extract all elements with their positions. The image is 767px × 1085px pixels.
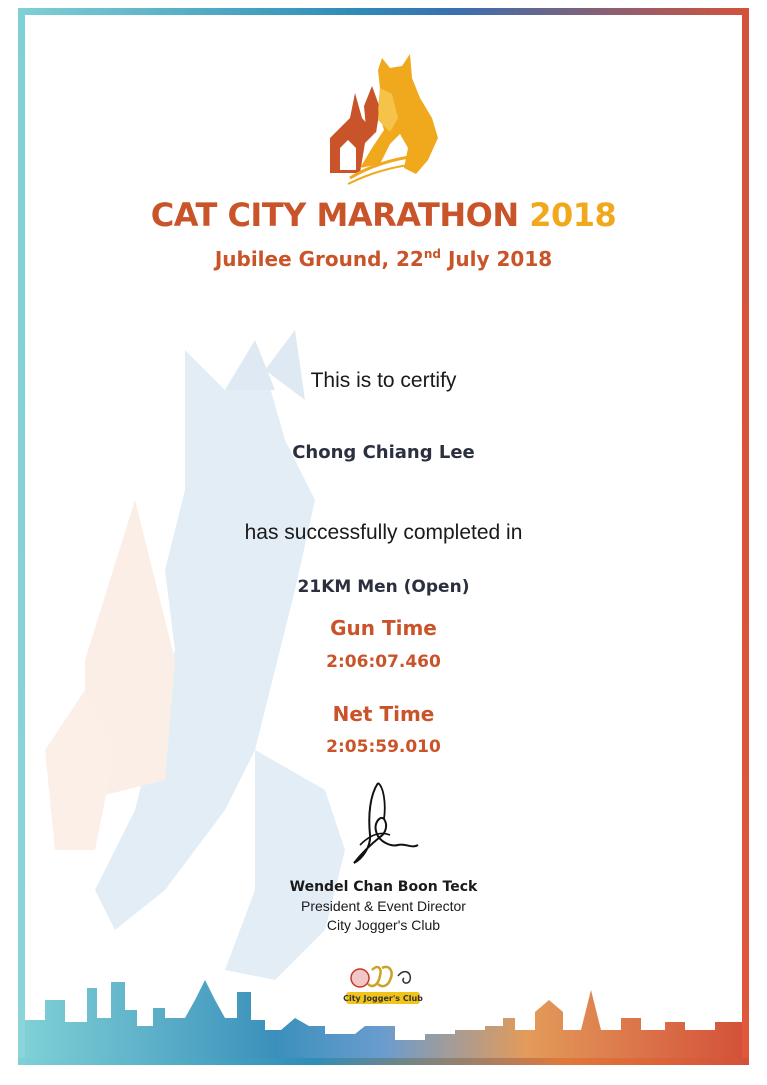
club-logo-text: City Jogger's Club bbox=[343, 994, 423, 1003]
city-skyline-icon bbox=[25, 960, 742, 1058]
signatory-name: Wendel Chan Boon Teck bbox=[289, 879, 478, 895]
race-category: 21KM Men (Open) bbox=[297, 577, 470, 597]
border-top bbox=[18, 8, 749, 15]
completed-text: has successfully completed in bbox=[244, 521, 523, 544]
event-venue-date bbox=[0, 247, 767, 271]
gun-time-label: Gun Time bbox=[330, 616, 437, 640]
event-title bbox=[0, 196, 767, 234]
gun-time-value: 2:06:07.460 bbox=[326, 652, 441, 672]
signatory-organization: City Jogger's Club bbox=[326, 917, 441, 933]
event-logo-cat-runner-icon bbox=[320, 48, 445, 188]
venue-date-suffix: July 2018 bbox=[440, 247, 553, 271]
signature-icon bbox=[340, 775, 430, 870]
recipient-name: Chong Chiang Lee bbox=[292, 442, 475, 463]
certify-intro: This is to certify bbox=[310, 369, 457, 392]
event-name: CAT CITY MARATHON bbox=[150, 196, 519, 234]
venue-date-prefix: Jubilee Ground, 22 bbox=[214, 247, 424, 271]
net-time-label: Net Time bbox=[332, 702, 435, 726]
event-year: 2018 bbox=[529, 196, 617, 234]
border-bottom bbox=[18, 1058, 749, 1065]
signatory-role: President & Event Director bbox=[301, 898, 466, 914]
venue-date-superscript: nd bbox=[423, 247, 441, 261]
net-time-value: 2:05:59.010 bbox=[326, 737, 441, 757]
